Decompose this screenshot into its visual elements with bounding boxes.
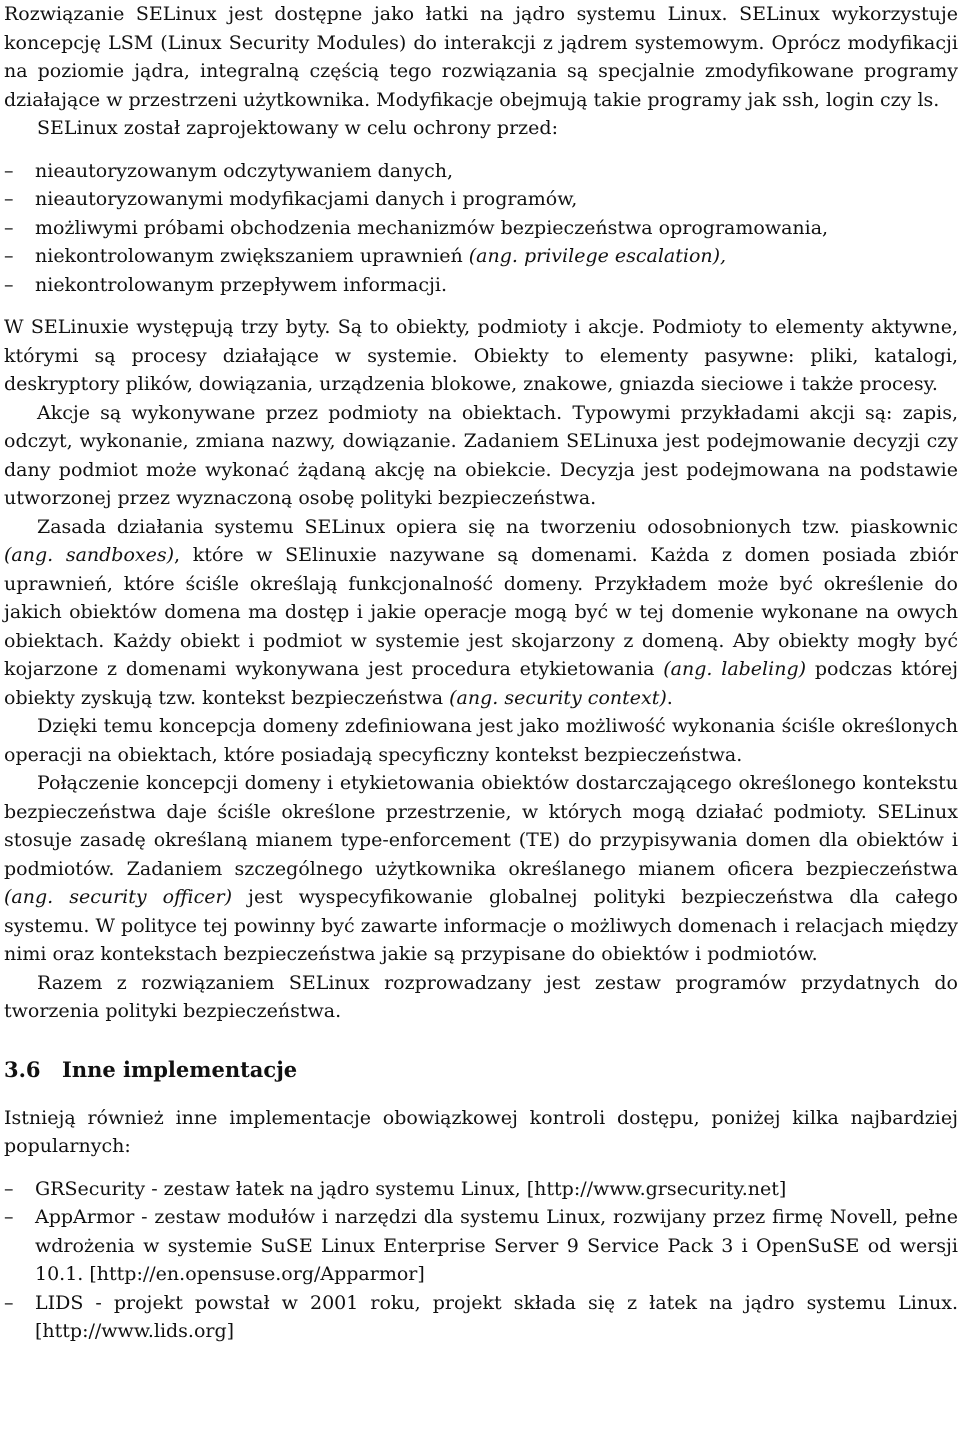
dash-bullet-icon: – <box>4 1206 14 1228</box>
list-item: – nieautoryzowanym odczytywaniem danych, <box>4 157 958 186</box>
dash-bullet-icon: – <box>4 1291 14 1314</box>
entities-paragraph: W SELinuxie występują trzy byty. Są to obiekty, podmioty i akcje. Podmioty to elementy aktywne, którymi są procesy działające w systemie. Obiekty to elementy pasywne: pliki, katalogi, deskryptory plików, dowiązania, urządzenia blokowe, znakowe, gniazda sieciowe i także procesy. <box>4 316 958 395</box>
dash-bullet-icon: – <box>4 273 14 296</box>
document-page <box>4 0 958 1346</box>
protection-lead: SELinux został zaprojektowany w celu ochrony przed: <box>37 117 558 139</box>
dash-bullet-icon: – <box>4 1177 14 1200</box>
section-heading <box>4 1056 958 1084</box>
section-intro: Istnieją również inne implementacje obowiązkowej kontroli dostępu, poniżej kilka najbardziej popularnych: <box>4 1106 958 1157</box>
list-item: – możliwymi próbami obchodzenia mechanizmów bezpieczeństwa oprogramowania, <box>4 214 958 243</box>
te-paragraph: Połączenie koncepcji domeny i etykietowania obiektów dostarczającego określonego kontekstu bezpieczeństwa daje ściśle określone przestrzenie, w których mogą działać podmioty. SELinux stosuje zasadę określaną mianem type-enforcement (TE) do przypisywania domen dla obiektów i podmiotów. Zadaniem szczególnego użytkownika określanego mianem oficera bezpieczeństwa (ang. security officer) jest wyspecyfikowanie globalnej polityki bezpieczeństwa dla całego systemu. W polityce tej powinny być zawarte informacje o możliwych domenach i relacjach między nimi oraz kontekstach bezpieczeństwa jakie są przypisane do obiektów i podmiotów. <box>4 772 958 965</box>
section-number: 3.6 <box>4 1056 41 1082</box>
protection-list <box>4 157 958 300</box>
dash-bullet-icon: – <box>4 159 14 182</box>
list-item: – GRSecurity - zestaw łatek na jądro systemu Linux, [http://www.grsecurity.net] <box>4 1175 958 1204</box>
list-item: – LIDS - projekt powstał w 2001 roku, projekt składa się z łatek na jądro systemu Linux. [http://www.lids.org] <box>4 1289 958 1346</box>
intro-paragraph: Rozwiązanie SELinux jest dostępne jako łatki na jądro systemu Linux. SELinux wykorzystuje koncepcję LSM (Linux Security Modules) do interakcji z jądrem systemowym. Oprócz modyfikacji na poziomie jądra, integralną częścią tego rozwiązania są specjalnie zmodyfikowane programy działające w przestrzeni użytkownika. Modyfikacje obejmują takie programy jak ssh, login czy ls. <box>4 3 958 111</box>
actions-paragraph: Akcje są wykonywane przez podmioty na obiektach. Typowymi przykładami akcji są: zapis, odczyt, wykonanie, zmiana nazwy, dowiązanie. Zadaniem SELinuxa jest podejmowanie decyzji czy dany podmiot może wykonać żądaną akcję na obiekcie. Decyzja jest podejmowana na podstawie utworzonej przez wyznaczoną osobę polityki bezpieczeństwa. <box>4 401 958 509</box>
tools-paragraph: Razem z rozwiązaniem SELinux rozprowadzany jest zestaw programów przydatnych do tworzenia polityki bezpieczeństwa. <box>4 971 958 1022</box>
dash-bullet-icon: – <box>4 216 14 239</box>
list-item: – niekontrolowanym przepływem informacji. <box>4 271 958 300</box>
dash-bullet-icon: – <box>4 245 14 267</box>
list-item: – nieautoryzowanymi modyfikacjami danych i programów, <box>4 185 958 214</box>
section-title: Inne implementacje <box>62 1056 298 1082</box>
list-item: – niekontrolowanym zwiększaniem uprawnień (ang. privilege escalation), <box>4 242 958 271</box>
implementations-list <box>4 1175 958 1346</box>
domain-paragraph: Dzięki temu koncepcja domeny zdefiniowana jest jako możliwość wykonania ściśle określonych operacji na obiektach, które posiadają specyficzny kontekst bezpieczeństwa. <box>4 715 958 766</box>
dash-bullet-icon: – <box>4 188 14 210</box>
list-item: – AppArmor - zestaw modułów i narzędzi dla systemu Linux, rozwijany przez firmę Novell, pełne wdrożenia w systemie SuSE Linux Enterprise Server 9 Service Pack 3 i OpenSuSE od wersji 10.1. [http://en.opensuse.org/Apparmor] <box>4 1203 958 1289</box>
sandbox-paragraph: Zasada działania systemu SELinux opiera się na tworzeniu odosobnionych tzw. piaskownic (ang. sandboxes), które w SElinuxie nazywane są domenami. Każda z domen posiada zbiór uprawnień, które ściśle określają funkcjonalność domeny. Przykładem może być określenie do jakich obiektów domena ma dostęp i jakie operacje mogą być w tej domenie wykonane na owych obiektach. Każdy obiekt i podmiot w systemie jest skojarzony z domeną. Aby obiekty mogły być kojarzone z domenami wykonywana jest procedura etykietowania (ang. labeling) podczas której obiekty zyskują tzw. kontekst bezpieczeństwa (ang. security context). <box>4 515 959 709</box>
